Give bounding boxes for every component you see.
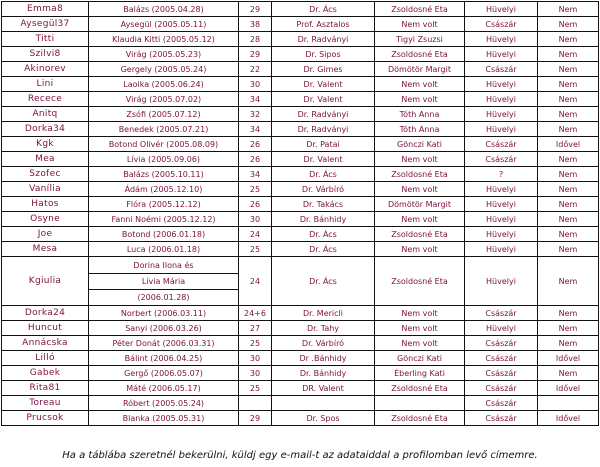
age-cell: 26 bbox=[239, 137, 272, 152]
baby-cell: Virág (2005.05.23) bbox=[89, 47, 239, 62]
flag-cell: Nem bbox=[538, 152, 599, 167]
flag-cell: Nem bbox=[538, 47, 599, 62]
baby-cell: Balázs (2005.04.28) bbox=[89, 2, 239, 17]
nickname-cell: Dorka34 bbox=[2, 122, 89, 137]
baby-cell: Máté (2006.05.17) bbox=[89, 381, 239, 396]
midwife-cell: Nem volt bbox=[375, 321, 465, 336]
nickname-cell: Emma8 bbox=[2, 2, 89, 17]
age-cell: 30 bbox=[239, 212, 272, 227]
doctor-cell: Dr. Radványi bbox=[272, 107, 375, 122]
doctor-cell: Dr .Bánhidy bbox=[272, 351, 375, 366]
baby-cell: Péter Donát (2006.03.31) bbox=[89, 336, 239, 351]
table-row bbox=[2, 152, 599, 167]
table-row bbox=[2, 137, 599, 152]
baby-cell: Botond (2006.01.18) bbox=[89, 227, 239, 242]
midwife-cell: Nem volt bbox=[375, 306, 465, 321]
midwife-cell: Zsoldosné Eta bbox=[375, 411, 465, 426]
baby-cell: Norbert (2006.03.11) bbox=[89, 306, 239, 321]
birth-stories-table bbox=[1, 1, 599, 426]
nickname-cell: Kgiulia bbox=[2, 257, 89, 306]
midwife-cell: Nem volt bbox=[375, 212, 465, 227]
age-cell: 29 bbox=[239, 2, 272, 17]
baby-line: (2006.01.28) bbox=[89, 289, 238, 305]
age-cell: 24 bbox=[239, 257, 272, 306]
birth-type-cell: Hüvelyi bbox=[465, 182, 538, 197]
table-body-bottom bbox=[2, 306, 599, 426]
doctor-cell: Dr. Ács bbox=[272, 2, 375, 17]
signup-caption: Ha a táblába szeretnél bekerülni, küldj egy e-mail-t az adataiddal a profilomban levő címemre. bbox=[62, 450, 538, 461]
table-row bbox=[2, 2, 599, 17]
baby-cell: Aysegül (2005.05.11) bbox=[89, 17, 239, 32]
doctor-cell: Dr. Ács bbox=[272, 167, 375, 182]
doctor-cell: DR. Valent bbox=[272, 381, 375, 396]
doctor-cell: Dr. Várbíró bbox=[272, 182, 375, 197]
midwife-cell: Nem volt bbox=[375, 17, 465, 32]
flag-cell bbox=[538, 396, 599, 411]
doctor-cell: Dr. Radványi bbox=[272, 122, 375, 137]
table-row bbox=[2, 411, 599, 426]
birth-type-cell: Hüvelyi bbox=[465, 107, 538, 122]
midwife-cell: Nem volt bbox=[375, 182, 465, 197]
table-row bbox=[2, 396, 599, 411]
baby-cell: Róbert (2005.05.24) bbox=[89, 396, 239, 411]
table-row bbox=[2, 62, 599, 77]
baby-cell: Blanka (2005.05.31) bbox=[89, 411, 239, 426]
age-cell: 30 bbox=[239, 366, 272, 381]
table-row bbox=[2, 77, 599, 92]
age-cell: 25 bbox=[239, 182, 272, 197]
birth-type-cell: Császár bbox=[465, 336, 538, 351]
doctor-cell: Dr. Bánhidy bbox=[272, 366, 375, 381]
nickname-cell: Prucsok bbox=[2, 411, 89, 426]
table-row bbox=[2, 182, 599, 197]
birth-type-cell: Császár bbox=[465, 381, 538, 396]
baby-cell: Virág (2005.07.02) bbox=[89, 92, 239, 107]
baby-cell: Gergely (2005.05.24) bbox=[89, 62, 239, 77]
flag-cell: Nem bbox=[538, 212, 599, 227]
birth-type-cell: Hüvelyi bbox=[465, 47, 538, 62]
age-cell: 29 bbox=[239, 47, 272, 62]
birth-type-cell: Hüvelyi bbox=[465, 122, 538, 137]
doctor-cell: Dr. Sipos bbox=[272, 47, 375, 62]
doctor-cell: Dr. Ács bbox=[272, 227, 375, 242]
birth-type-cell: Császár bbox=[465, 17, 538, 32]
midwife-cell: Gönczi Kati bbox=[375, 351, 465, 366]
age-cell: 32 bbox=[239, 107, 272, 122]
nickname-cell: Mesa bbox=[2, 242, 89, 257]
nickname-cell: Huncut bbox=[2, 321, 89, 336]
baby-cell bbox=[89, 257, 239, 306]
age-cell: 30 bbox=[239, 77, 272, 92]
flag-cell: Idővel bbox=[538, 137, 599, 152]
doctor-cell: Dr. Takács bbox=[272, 197, 375, 212]
midwife-cell: Tigyi Zsuzsi bbox=[375, 32, 465, 47]
birth-type-cell: Hüvelyi bbox=[465, 197, 538, 212]
table-row bbox=[2, 381, 599, 396]
birth-type-cell: Császár bbox=[465, 366, 538, 381]
table-row bbox=[2, 107, 599, 122]
nickname-cell: Szilvi8 bbox=[2, 47, 89, 62]
baby-cell: Luca (2006.01.18) bbox=[89, 242, 239, 257]
flag-cell: Nem bbox=[538, 77, 599, 92]
baby-cell: Fanni Noémi (2005.12.12) bbox=[89, 212, 239, 227]
midwife-cell: Dömötör Margit bbox=[375, 62, 465, 77]
flag-cell: Nem bbox=[538, 17, 599, 32]
doctor-cell: Dr. Patai bbox=[272, 137, 375, 152]
table-row bbox=[2, 17, 599, 32]
doctor-cell: Dr. Ács bbox=[272, 257, 375, 306]
nickname-cell: Annácska bbox=[2, 336, 89, 351]
midwife-cell: Nem volt bbox=[375, 336, 465, 351]
nickname-cell: Gabek bbox=[2, 366, 89, 381]
table-row bbox=[2, 321, 599, 336]
doctor-cell: Prof. Asztalos bbox=[272, 17, 375, 32]
flag-cell: Nem bbox=[538, 242, 599, 257]
baby-cell: Klaudia Kitti (2005.05.12) bbox=[89, 32, 239, 47]
baby-cell: Balázs (2005.10.11) bbox=[89, 167, 239, 182]
midwife-cell: Zsoldosné Eta bbox=[375, 2, 465, 17]
birth-type-cell: Hüvelyi bbox=[465, 321, 538, 336]
flag-cell: Idővel bbox=[538, 381, 599, 396]
doctor-cell: Dr. Ács bbox=[272, 242, 375, 257]
flag-cell: Nem bbox=[538, 107, 599, 122]
doctor-cell bbox=[272, 396, 375, 411]
nickname-cell: Lini bbox=[2, 77, 89, 92]
midwife-cell: Zsoldosné Eta bbox=[375, 381, 465, 396]
birth-type-cell: Császár bbox=[465, 351, 538, 366]
nickname-cell: Rita81 bbox=[2, 381, 89, 396]
table-row bbox=[2, 351, 599, 366]
table-row bbox=[2, 47, 599, 62]
nickname-cell: Toreau bbox=[2, 396, 89, 411]
flag-cell: Nem bbox=[538, 92, 599, 107]
flag-cell: Nem bbox=[538, 167, 599, 182]
nickname-cell: Szofec bbox=[2, 167, 89, 182]
age-cell: 34 bbox=[239, 92, 272, 107]
table-row bbox=[2, 306, 599, 321]
flag-cell: Nem bbox=[538, 32, 599, 47]
doctor-cell: Dr. Bánhidy bbox=[272, 212, 375, 227]
nickname-cell: Akinorev bbox=[2, 62, 89, 77]
midwife-cell: Zsoldosné Eta bbox=[375, 167, 465, 182]
midwife-cell: Zsoldosné Eta bbox=[375, 47, 465, 62]
flag-cell: Nem bbox=[538, 366, 599, 381]
table-row bbox=[2, 32, 599, 47]
flag-cell: Nem bbox=[538, 336, 599, 351]
birth-type-cell: Hüvelyi bbox=[465, 242, 538, 257]
age-cell: 24+6 bbox=[239, 306, 272, 321]
birth-type-cell: Császár bbox=[465, 62, 538, 77]
baby-cell: Zsófi (2005.07.12) bbox=[89, 107, 239, 122]
baby-cell: Benedek (2005.07.21) bbox=[89, 122, 239, 137]
nickname-cell: Lilló bbox=[2, 351, 89, 366]
birth-type-cell: Hüvelyi bbox=[465, 2, 538, 17]
midwife-cell bbox=[375, 396, 465, 411]
baby-line: Lívia Mária bbox=[89, 273, 238, 289]
age-cell: 26 bbox=[239, 152, 272, 167]
baby-cell: Sanyi (2006.03.26) bbox=[89, 321, 239, 336]
table-row bbox=[2, 167, 599, 182]
flag-cell: Nem bbox=[538, 62, 599, 77]
birth-type-cell: Császár bbox=[465, 137, 538, 152]
flag-cell: Idővel bbox=[538, 351, 599, 366]
birth-type-cell: Császár bbox=[465, 306, 538, 321]
doctor-cell: Dr. Valent bbox=[272, 92, 375, 107]
doctor-cell: Dr. Tahy bbox=[272, 321, 375, 336]
age-cell: 34 bbox=[239, 122, 272, 137]
baby-cell: Bálint (2006.04.25) bbox=[89, 351, 239, 366]
nickname-cell: Osyne bbox=[2, 212, 89, 227]
nickname-cell: Dorka24 bbox=[2, 306, 89, 321]
flag-cell: Nem bbox=[538, 2, 599, 17]
birth-type-cell: Hüvelyi bbox=[465, 32, 538, 47]
midwife-cell: Tóth Anna bbox=[375, 107, 465, 122]
nickname-cell: Aysegül37 bbox=[2, 17, 89, 32]
age-cell: 38 bbox=[239, 17, 272, 32]
table-row bbox=[2, 257, 599, 306]
table-row bbox=[2, 212, 599, 227]
age-cell: 34 bbox=[239, 167, 272, 182]
table-row bbox=[2, 242, 599, 257]
baby-line: Dorina Ilona és bbox=[133, 260, 194, 270]
table-row bbox=[2, 366, 599, 381]
table-row bbox=[2, 197, 599, 212]
nickname-cell: Hatos bbox=[2, 197, 89, 212]
doctor-cell: Dr. Valent bbox=[272, 77, 375, 92]
flag-cell: Nem bbox=[538, 306, 599, 321]
midwife-cell: Dömötör Margit bbox=[375, 197, 465, 212]
birth-type-cell: ? bbox=[465, 167, 538, 182]
doctor-cell: Dr. Valent bbox=[272, 152, 375, 167]
table-row bbox=[2, 336, 599, 351]
age-cell: 22 bbox=[239, 62, 272, 77]
midwife-cell: Nem volt bbox=[375, 152, 465, 167]
age-cell bbox=[239, 396, 272, 411]
birth-type-cell: Hüvelyi bbox=[465, 227, 538, 242]
midwife-cell: Zsoldosné Eta bbox=[375, 227, 465, 242]
age-cell: 25 bbox=[239, 242, 272, 257]
flag-cell: Nem bbox=[538, 227, 599, 242]
nickname-cell: Joe bbox=[2, 227, 89, 242]
nickname-cell: Anitq bbox=[2, 107, 89, 122]
age-cell: 29 bbox=[239, 411, 272, 426]
flag-cell: Idővel bbox=[538, 411, 599, 426]
midwife-cell: Gönczi Kati bbox=[375, 137, 465, 152]
birth-type-cell: Császár bbox=[465, 152, 538, 167]
midwife-cell: Nem volt bbox=[375, 92, 465, 107]
nickname-cell: Mea bbox=[2, 152, 89, 167]
flag-cell: Nem bbox=[538, 321, 599, 336]
table-body-top bbox=[2, 2, 599, 257]
doctor-cell: Dr. Radványi bbox=[272, 32, 375, 47]
table-body-kgiulia bbox=[2, 257, 599, 306]
midwife-cell: Nem volt bbox=[375, 77, 465, 92]
midwife-cell: Tóth Anna bbox=[375, 122, 465, 137]
midwife-cell: Éberling Kati bbox=[375, 366, 465, 381]
birth-type-cell: Hüvelyi bbox=[465, 77, 538, 92]
baby-cell: Ádám (2005.12.10) bbox=[89, 182, 239, 197]
doctor-cell: Dr. Gimes bbox=[272, 62, 375, 77]
table-row bbox=[2, 92, 599, 107]
nickname-cell: Kgk bbox=[2, 137, 89, 152]
midwife-cell: Nem volt bbox=[375, 242, 465, 257]
baby-cell: Gergő (2006.05.07) bbox=[89, 366, 239, 381]
age-cell: 30 bbox=[239, 351, 272, 366]
baby-cell: Lívia (2005.09.06) bbox=[89, 152, 239, 167]
table-row bbox=[2, 122, 599, 137]
flag-cell: Nem bbox=[538, 182, 599, 197]
doctor-cell: Dr. Spos bbox=[272, 411, 375, 426]
birth-type-cell: Hüvelyi bbox=[465, 257, 538, 306]
flag-cell: Nem bbox=[538, 122, 599, 137]
age-cell: 27 bbox=[239, 321, 272, 336]
baby-cell: Botond Olivér (2005.08.09) bbox=[89, 137, 239, 152]
flag-cell: Nem bbox=[538, 197, 599, 212]
birth-type-cell: Hüvelyi bbox=[465, 212, 538, 227]
baby-cell: Laoika (2005.06.24) bbox=[89, 77, 239, 92]
nickname-cell: Vanília bbox=[2, 182, 89, 197]
doctor-cell: Dr. Mericli bbox=[272, 306, 375, 321]
nickname-cell: Recece bbox=[2, 92, 89, 107]
midwife-cell: Zsoldosné Eta bbox=[375, 257, 465, 306]
age-cell: 25 bbox=[239, 381, 272, 396]
baby-cell: Flóra (2005.12.12) bbox=[89, 197, 239, 212]
age-cell: 24 bbox=[239, 227, 272, 242]
birth-type-cell: Hüvelyi bbox=[465, 92, 538, 107]
flag-cell: Nem bbox=[538, 257, 599, 306]
nickname-cell: Titti bbox=[2, 32, 89, 47]
age-cell: 28 bbox=[239, 32, 272, 47]
doctor-cell: Dr. Várbíró bbox=[272, 336, 375, 351]
birth-type-cell: Császár bbox=[465, 396, 538, 411]
birth-type-cell: Császár bbox=[465, 411, 538, 426]
age-cell: 25 bbox=[239, 336, 272, 351]
table-row bbox=[2, 227, 599, 242]
age-cell: 26 bbox=[239, 197, 272, 212]
